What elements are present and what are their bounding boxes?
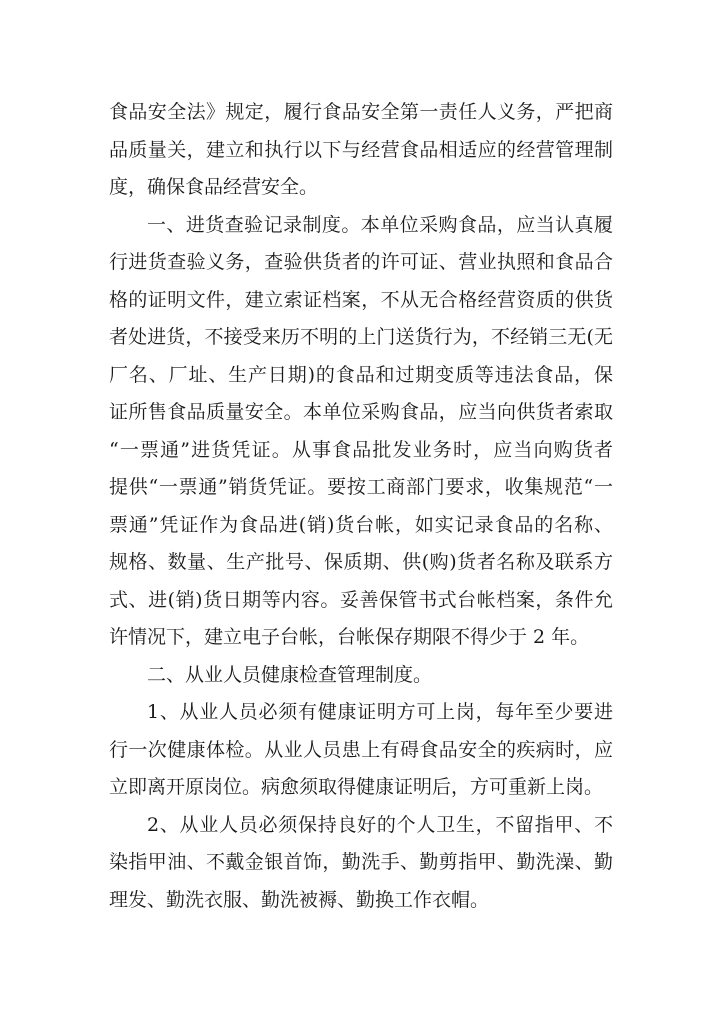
- body-text: [109, 94, 613, 919]
- text-line: 提供“一票通”销货凭证。要按工商部门要求，收集规范“一: [109, 476, 613, 498]
- text-line: 行进货查验义务，查验供货者的许可证、营业执照和食品合: [109, 251, 613, 273]
- text-line: “一票通”进货凭证。从事食品批发业务时，应当向购货者: [109, 438, 613, 461]
- text-line: 格的证明文件，建立索证档案，不从无合格经营资质的供货: [109, 288, 613, 311]
- text-line: 行一次健康体检。从业人员患上有碍食品安全的疾病时，应: [109, 738, 613, 761]
- text-line: 2、从业人员必须保持良好的个人卫生，不留指甲、不: [147, 813, 613, 836]
- text-line: 式、进(销)货日期等内容。妥善保管书式台帐档案，条件允: [109, 588, 613, 611]
- text-line: 品质量关，建立和执行以下与经营食品相适应的经营管理制: [109, 138, 613, 161]
- text-line: 规格、数量、生产批号、保质期、供(购)货者名称及联系方: [109, 551, 613, 573]
- text-line: 理发、勤洗衣服、勤洗被褥、勤换工作衣帽。: [109, 888, 490, 911]
- text-line: 染指甲油、不戴金银首饰，勤洗手、勤剪指甲、勤洗澡、勤: [109, 851, 613, 873]
- text-line: 度，确保食品经营安全。: [109, 176, 319, 198]
- text-line: 立即离开原岗位。病愈须取得健康证明后，方可重新上岗。: [109, 776, 604, 798]
- text-line: 许情况下，建立电子台帐，台帐保存期限不得少于 2 年。: [109, 626, 590, 648]
- text-line: 二、从业人员健康检查管理制度。: [147, 663, 433, 686]
- text-line: 1、从业人员必须有健康证明方可上岗，每年至少要进: [147, 701, 613, 723]
- text-line: 票通”凭证作为食品进(销)货台帐，如实记录食品的名称、: [109, 513, 613, 536]
- text-line: 厂名、厂址、生产日期)的食品和过期变质等违法食品，保: [109, 363, 613, 386]
- text-line: 一、进货查验记录制度。本单位采购食品，应当认真履: [147, 213, 613, 236]
- text-line: 食品安全法》规定，履行食品安全第一责任人义务，严把商: [109, 101, 613, 123]
- text-line: 证所售食品质量安全。本单位采购食品，应当向供货者索取: [109, 401, 613, 423]
- text-line: 者处进货，不接受来历不明的上门送货行为，不经销三无(无: [109, 326, 613, 348]
